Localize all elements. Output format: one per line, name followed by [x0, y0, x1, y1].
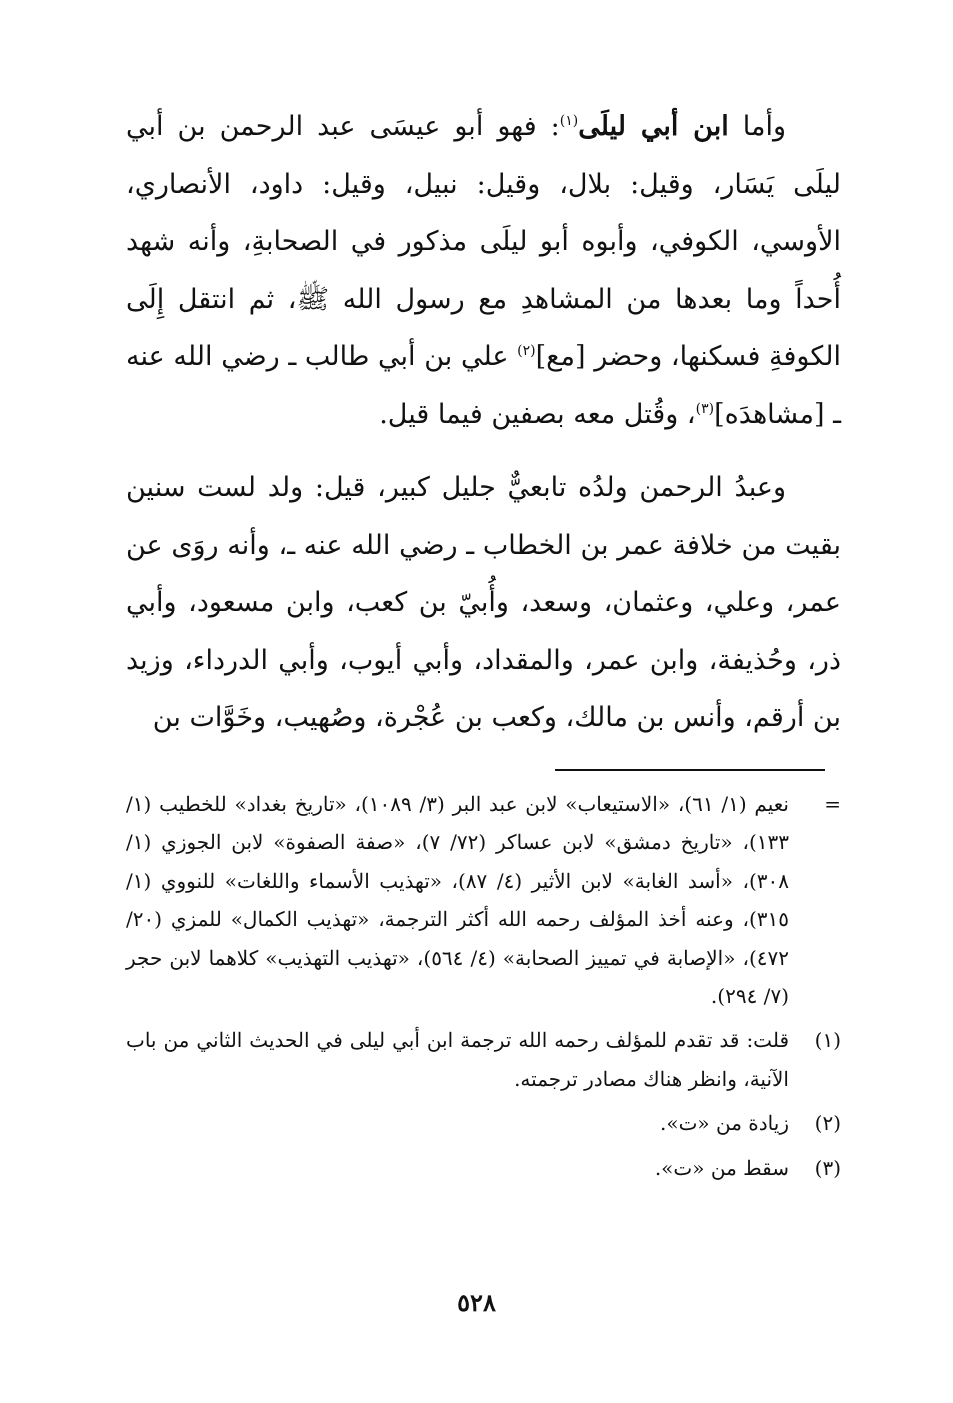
footnote-text: قلت: قد تقدم للمؤلف رحمه الله ترجمة ابن أبي ليلى في الحديث الثاني من باب الآنية، وانظر هناك مصادر ترجمته.: [126, 1028, 789, 1091]
footnote-mark: (٢): [814, 1111, 841, 1136]
paragraph-1-lead: وأما: [728, 111, 786, 142]
footnote-text: زيادة من «ت».: [659, 1111, 789, 1136]
footnote-3: [126, 1149, 841, 1187]
footnote-separator: [555, 769, 825, 771]
footnote-2: [126, 1104, 841, 1142]
paragraph-1: [126, 98, 841, 443]
main-text: [126, 98, 841, 747]
footnote-text: نعيم (١/ ٦١)، «الاستيعاب» لابن عبد البر (٣/ ١٠٨٩)، «تاريخ بغداد» للخطيب (١/ ١٣٣)، «تاريخ دمشق» لابن عساكر (٧٢/ ٧)، «صفة الصفوة» لابن الجوزي (١/ ٣٠٨)، «أسد الغابة» لابن الأثير (٤/ ٨٧)، «تهذيب الأسماء واللغات» للنووي (١/ ٣١٥)، وعنه أخذ المؤلف رحمه الله أكثر الترجمة، «تهذيب الكمال» للمزي (٢٠/ ٤٧٢)، «الإصابة في تمييز الصحابة» (٤/ ٥٦٤)، «تهذيب التهذيب» كلاهما لابن حجر (٧/ ٢٩٤).: [126, 792, 789, 1009]
footnote-ref-2: (٢): [517, 343, 536, 359]
footnote-ref-3: (٣): [695, 400, 715, 417]
page-number: ٥٢٨: [457, 1288, 496, 1317]
paragraph-1-text-b: علي بن أبي طالب ـ رضي الله عنه ـ [مشاهدَه]: [126, 341, 841, 430]
footnotes: [126, 785, 841, 1193]
footnote-1: [126, 1021, 841, 1098]
footnote-ref-1: (١): [559, 113, 579, 129]
footnote-continued: [126, 785, 841, 1015]
footnote-mark: (٣): [814, 1155, 841, 1180]
footnote-mark: (١): [814, 1028, 841, 1053]
paragraph-2: وعبدُ الرحمن ولدُه تابعيٌّ جليل كبير، قيل: ولد لست سنين بقيت من خلافة عمر بن الخطاب ـ رضي الله عنه ـ، وأنه روَى عن عمر، وعلي، وعثمان، وسعد، وأُبيّ بن كعب، وابن مسعود، وأبي ذر، وحُذيفة، وابن عمر، والمقداد، وأبي أيوب، وأبي الدرداء، وزيد بن أرقم، وأنس بن مالك، وكعب بن عُجْرة، وصُهيب، وخَوَّات بن: [126, 472, 841, 733]
footnote-mark: =: [824, 792, 841, 816]
paragraph-1-text-c: ، وقُتل معه بصفين فيما قيل.: [379, 398, 696, 430]
paragraph-1-text-a: : فهو أبو عيسَى عبد الرحمن بن أبي ليلَى يَسَار، وقيل: بلال، وقيل: نبيل، وقيل: داود، الأنصاري، الأوسي، الكوفي، وأبوه أبو ليلَى مذكور في الصحابةِ، وأنه شهد أُحداً وما بعدها من المشاهدِ مع رسول الله ﷺ، ثم انتقل إِلَى الكوفةِ فسكنها، وحضر [مع]: [126, 111, 841, 372]
paragraph-1-subject: ابن أبي ليلَى: [578, 111, 729, 142]
footnote-text: سقط من «ت».: [654, 1155, 789, 1180]
